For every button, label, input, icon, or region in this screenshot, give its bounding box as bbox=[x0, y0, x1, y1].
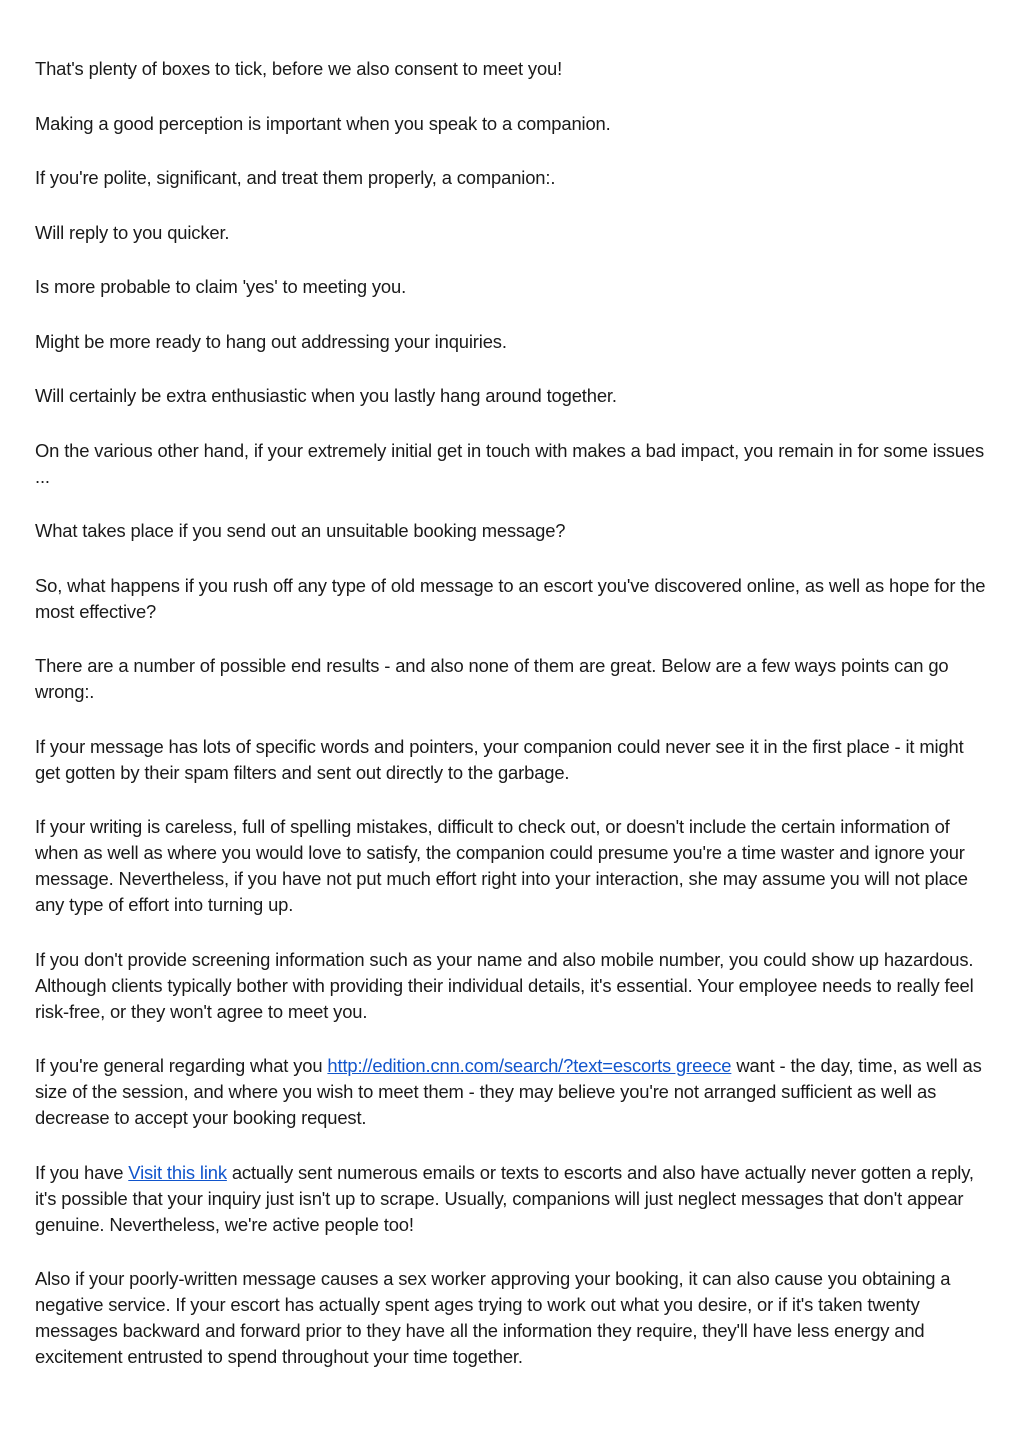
paragraph-10: So, what happens if you rush off any type of old message to an escort you've discovered online, as well as hope for the most effective? bbox=[35, 574, 986, 622]
paragraph-6: Might be more ready to hang out addressing your inquiries. bbox=[35, 330, 507, 352]
paragraph-1: That's plenty of boxes to tick, before we also consent to meet you! bbox=[35, 58, 563, 79]
paragraph-17: Also if your poorly-written message causes a sex worker approving your booking, it can also cause you obtaining a negative service. If your escort has actually spent ages trying to work out what you desire, or if it's taken twenty messages backward and forward prior to they have all the information they require, they'll have less energy and excitement entrusted to spend throughout your time together. bbox=[35, 1268, 951, 1367]
paragraph-16-after: actually sent numerous emails or texts to escorts and also have actually never gotten a reply, it's possible that your inquiry just isn't up to scrape. Usually, companions will just neglect messages that don't appear genuine. Nevertheless, we're active people too! bbox=[35, 1161, 974, 1235]
visit-this-link[interactable]: Visit this link bbox=[128, 1161, 227, 1183]
paragraph-4: Will reply to you quicker. bbox=[35, 221, 230, 243]
paragraph-13: If your writing is careless, full of spelling mistakes, difficult to check out, or doesn't include the certain information of when as well as where you would love to satisfy, the companion could presume you're a time waster and ignore your message. Nevertheless, if you have not put much effort right into your interaction, she may assume you will not place any type of effort into turning up. bbox=[35, 816, 968, 915]
paragraph-9: What takes place if you send out an unsuitable booking message? bbox=[35, 520, 566, 541]
paragraph-16-before: If you have bbox=[35, 1161, 129, 1183]
paragraph-3: If you're polite, significant, and treat them properly, a companion:. bbox=[35, 167, 556, 188]
paragraph-11: There are a number of possible end results - and also none of them are great. Below are a few ways points can go wrong:. bbox=[35, 655, 949, 702]
document-body bbox=[35, 56, 993, 1399]
cnn-search-link[interactable]: http://edition.cnn.com/search/?text=escorts greece bbox=[327, 1055, 732, 1076]
paragraph-7: Will certainly be extra enthusiastic when you lastly hang around together. bbox=[35, 385, 617, 406]
paragraph-12: If your message has lots of specific words and pointers, your companion could never see it in the first place - it might get gotten by their spam filters and sent out directly to the garbage. bbox=[35, 735, 964, 783]
paragraph-15-before: If you're general regarding what you bbox=[35, 1055, 328, 1076]
paragraph-14: If you don't provide screening information such as your name and also mobile number, you could show up hazardous. Although clients typically bother with providing their individual details, it's essential. Your employee needs to really feel risk-free, or they won't agree to meet you. bbox=[35, 948, 974, 1022]
paragraph-15 bbox=[35, 1053, 993, 1131]
paragraph-16 bbox=[35, 1160, 993, 1238]
paragraph-5: Is more probable to claim 'yes' to meeting you. bbox=[35, 276, 407, 297]
paragraph-15-after: want - the day, time, as well as size of the session, and where you wish to meet them - they may believe you're not arranged sufficient as well as decrease to accept your booking request. bbox=[35, 1055, 982, 1128]
paragraph-8: On the various other hand, if your extremely initial get in touch with makes a bad impact, you remain in for some issues ... bbox=[35, 439, 984, 487]
paragraph-2: Making a good perception is important when you speak to a companion. bbox=[35, 112, 611, 134]
